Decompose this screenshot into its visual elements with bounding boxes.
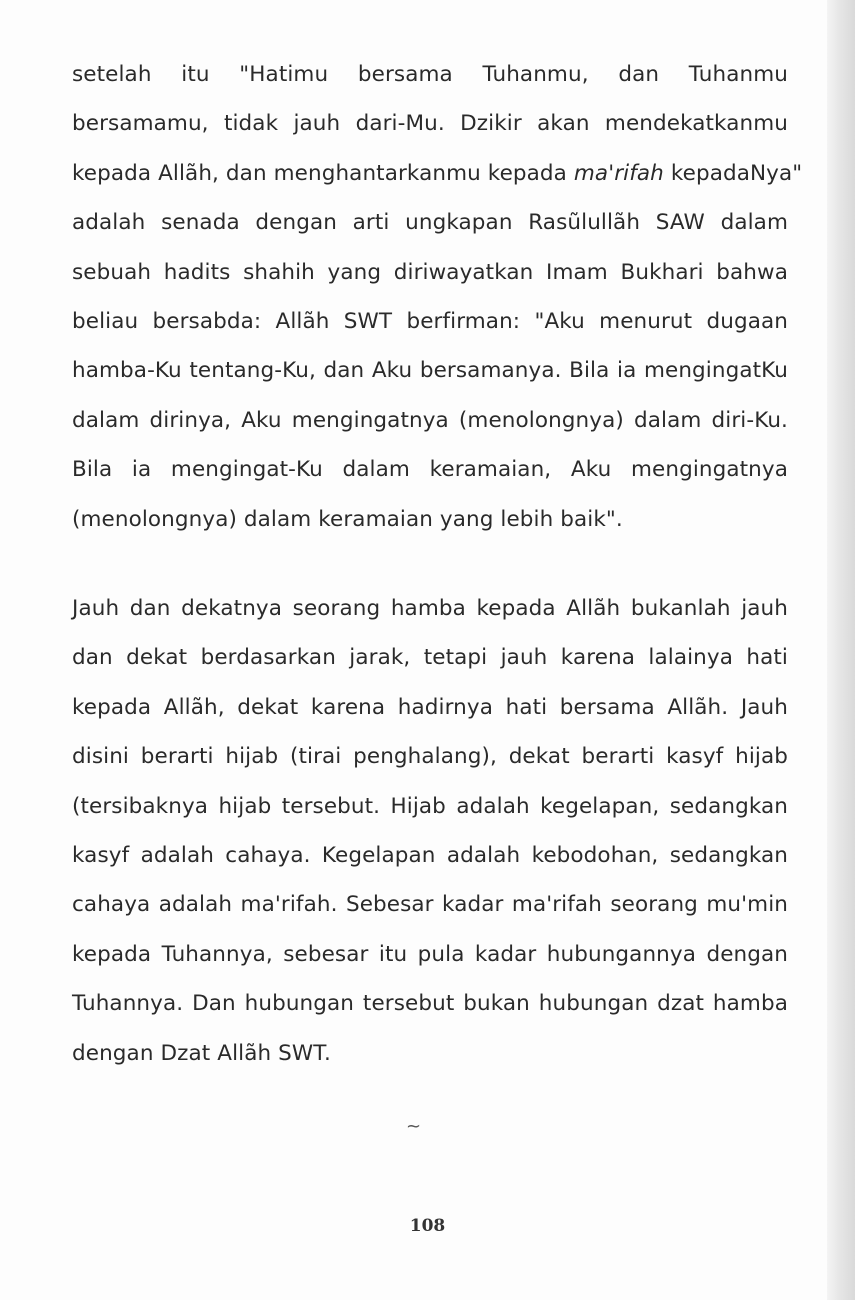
- page-number: 108: [409, 1216, 446, 1236]
- text-line: dalam dirinya, Aku mengingatnya (menolongnya) dalam diri-Ku.: [72, 407, 788, 433]
- text-line: Jauh dan dekatnya seorang hamba kepada Allãh bukanlah jauh: [72, 596, 788, 621]
- text-line: kepada Tuhannya, sebesar itu pula kadar hubungannya dengan: [72, 941, 788, 967]
- text-line: Tuhannya. Dan hubungan tersebut bukan hubungan dzat hamba: [72, 991, 788, 1017]
- text-line: kasyf adalah cahaya. Kegelapan adalah kebodohan, sedangkan: [72, 842, 788, 868]
- text-line: dan dekat berdasarkan jarak, tetapi jauh karena lalainya hati: [72, 645, 788, 671]
- paragraph-1: [72, 50, 803, 544]
- section-mark: ~: [406, 1116, 422, 1137]
- text-line: (tersibaknya hijab tersebut. Hijab adalah kegelapan, sedangkan: [72, 793, 788, 819]
- text-line: sebuah hadits shahih yang diriwayatkan Imam Bukhari bahwa: [72, 259, 788, 285]
- text-line: beliau bersabda: Allãh SWT berfirman: "Aku menurut dugaan: [72, 308, 788, 334]
- italic-term: ma'rifah: [573, 160, 664, 186]
- text-line: cahaya adalah ma'rifah. Sebesar kadar ma'rifah seorang mu'min: [72, 892, 788, 918]
- page-edge-shadow: [827, 0, 855, 1300]
- text-line: setelah itu "Hatimu bersama Tuhanmu, dan Tuhanmu: [72, 62, 788, 87]
- text-line: dengan Dzat Allãh SWT.: [72, 1040, 331, 1066]
- text-line: adalah senada dengan arti ungkapan Rasũlullãh SAW dalam: [72, 210, 788, 236]
- text-line: bersamamu, tidak jauh dari-Mu. Dzikir akan mendekatkanmu: [72, 111, 788, 137]
- text-line: (menolongnya) dalam keramaian yang lebih baik".: [72, 506, 623, 532]
- text-line-tail: kepadaNya": [663, 160, 803, 186]
- text-line: hamba-Ku tentang-Ku, dan Aku bersamanya. Bila ia mengingatKu: [72, 358, 788, 384]
- paragraph-2: [72, 584, 788, 1078]
- text-line: disini berarti hijab (tirai penghalang), dekat berarti kasyf hijab: [72, 744, 788, 770]
- text-line: [72, 149, 803, 198]
- text-line: Bila ia mengingat-Ku dalam keramaian, Aku mengingatnya: [72, 457, 788, 483]
- text-line: kepada Allãh, dekat karena hadirnya hati bersama Allãh. Jauh: [72, 694, 788, 720]
- text-line-start: kepada Allãh, dan menghantarkanmu kepada: [72, 160, 574, 186]
